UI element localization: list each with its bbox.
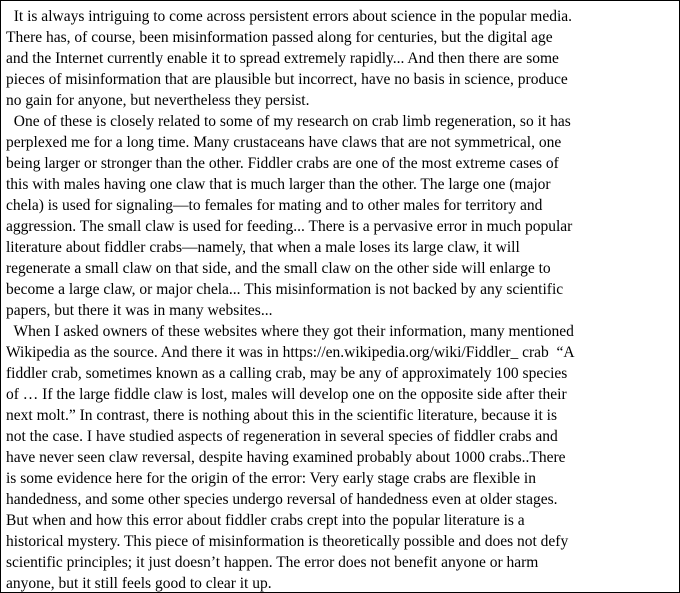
text-line: pieces of misinformation that are plausible but incorrect, have no basis in science, produce <box>6 71 568 88</box>
text-line: next molt.” In contrast, there is nothing about this in the scientific literature, because it is <box>6 407 557 424</box>
document-text <box>6 6 678 593</box>
text-line: When I asked owners of these websites where they got their information, many mentioned <box>6 323 574 340</box>
text-line: no gain for anyone, but nevertheless they persist. <box>6 92 310 109</box>
text-line: papers, but there it was in many websites... <box>6 302 273 319</box>
text-line: It is always intriguing to come across persistent errors about science in the popular media. <box>6 8 573 25</box>
text-line: There has, of course, been misinformation passed along for centuries, but the digital age <box>6 29 553 46</box>
text-line: fiddler crab, sometimes known as a calling crab, may be any of approximately 100 species <box>6 365 568 382</box>
text-line: aggression. The small claw is used for feeding... There is a pervasive error in much popular <box>6 218 573 235</box>
text-line: this with males having one claw that is much larger than the other. The large one (major <box>6 176 551 193</box>
text-line: literature about fiddler crabs—namely, that when a male loses its large claw, it will <box>6 239 520 256</box>
text-line: being larger or stronger than the other. Fiddler crabs are one of the most extreme cases of <box>6 155 559 172</box>
text-line: and the Internet currently enable it to spread extremely rapidly... And then there are some <box>6 50 559 67</box>
text-line: Wikipedia as the source. And there it was in https://en.wikipedia.org/wiki/Fiddler_ crab “A <box>6 344 575 361</box>
text-line: have never seen claw reversal, despite having examined probably about 1000 crabs..There <box>6 449 566 466</box>
text-line: is some evidence here for the origin of the error: Very early stage crabs are flexible in <box>6 470 536 487</box>
text-line: historical mystery. This piece of misinformation is theoretically possible and does not defy <box>6 533 569 550</box>
text-line: handedness, and some other species undergo reversal of handedness even at older stages. <box>6 491 558 508</box>
text-line: of … If the large fiddle claw is lost, males will develop one on the opposite side after their <box>6 386 567 403</box>
text-line: not the case. I have studied aspects of regeneration in several species of fiddler crabs and <box>6 428 558 445</box>
text-line: One of these is closely related to some of my research on crab limb regeneration, so it has <box>6 113 571 130</box>
text-line: But when and how this error about fiddler crabs crept into the popular literature is a <box>6 512 525 529</box>
text-line: scientific principles; it just doesn’t happen. The error does not benefit anyone or harm <box>6 554 539 571</box>
text-line: regenerate a small claw on that side, and the small claw on the other side will enlarge to <box>6 260 551 277</box>
text-line: perplexed me for a long time. Many crustaceans have claws that are not symmetrical, one <box>6 134 562 151</box>
text-line: chela) is used for signaling—to females for mating and to other males for territory and <box>6 197 543 214</box>
text-line: anyone, but it still feels good to clear it up. <box>6 575 272 592</box>
text-line: become a large claw, or major chela... This misinformation is not backed by any scientific <box>6 281 564 298</box>
